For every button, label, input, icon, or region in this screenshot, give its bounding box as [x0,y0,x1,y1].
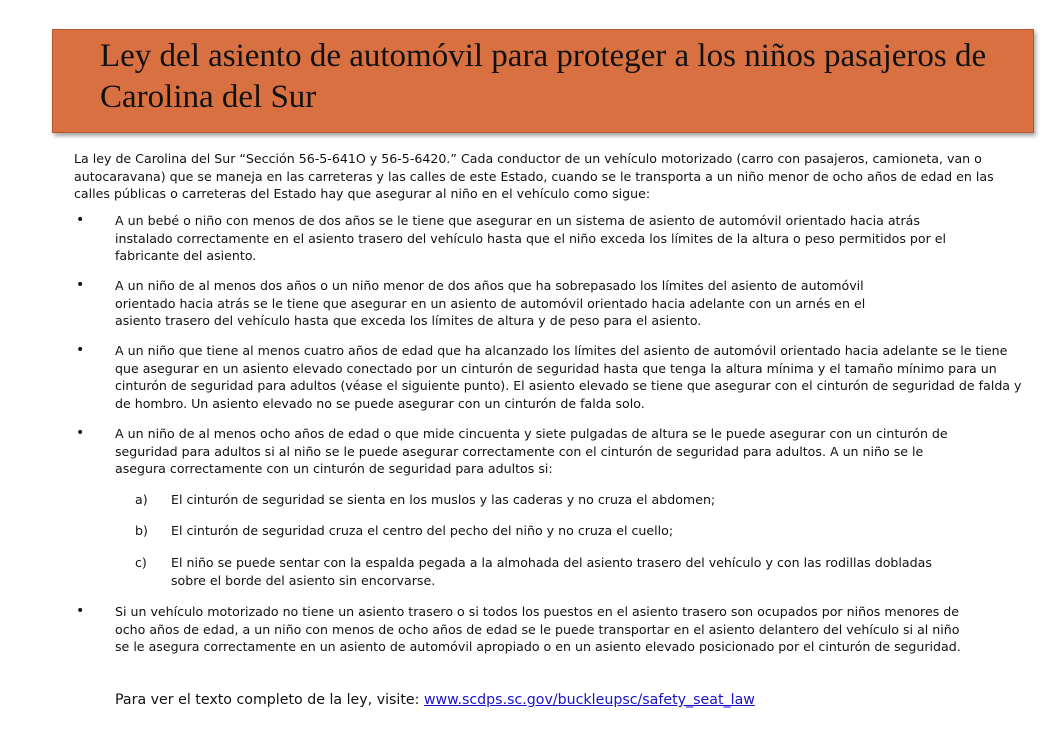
sub-item-label: c) [135,555,147,570]
intro-paragraph: La ley de Carolina del Sur “Sección 56-5-641O y 56-5-6420.” Cada conductor de un vehículo motorizado (carro con pasajeros, camioneta, van o autocaravana) que se maneja en las carreteras y las calles de este Estado, cuando se le transporta a un niño menor de ocho años de edad en las calles públicas o carreteras del Estado hay que asegurar al niño en el vehículo como sigue: [74,151,994,201]
bullet-text: A un bebé o niño con menos de dos años se le tiene que asegurar en un sistema de asiento de automóvil orientado hacia atrás instalado correctamente en el asiento trasero del vehículo hasta que el niño exceda los límites de la altura o peso permitidos por el fabricante del asiento. [115,213,947,263]
law-link[interactable]: www.scdps.sc.gov/buckleupsc/safety_seat_law [423,692,755,708]
title-banner [52,29,1034,133]
bullet-text: A un niño de al menos dos años o un niño menor de dos años que ha sobrepasado los límites del asiento de automóvil orientado hacia atrás se le tiene que asegurar en un asiento de automóvil orientado hacia adelante con un arnés en el asiento trasero del vehículo hasta que exceda los límites de altura y de peso para el asiento. [115,278,866,328]
sub-item-label: a) [135,492,148,507]
bullet-marker: • [76,425,85,441]
bullet-marker: • [76,212,85,228]
sub-item-text: El niño se puede sentar con la espalda pegada a la almohada del asiento trasero del vehículo y con las rodillas dobladas sobre el borde del asiento sin encorvarse. [171,555,932,588]
bullet-text: A un niño que tiene al menos cuatro años de edad que ha alcanzado los límites del asiento de automóvil orientado hacia adelante se le tiene que asegurar en un asiento elevado conectado por un cinturón de seguridad hasta que tenga la altura mínima y el tamaño mínimo para un cinturón de seguridad para adultos (véase el siguiente punto). El asiento elevado se tiene que asegurar con el cinturón de seguridad de falda y de hombro. Un asiento elevado no se puede asegurar con un cinturón de falda solo. [115,343,1022,411]
bullet-text: A un niño de al menos ocho años de edad o que mide cincuenta y siete pulgadas de altura se le puede asegurar con un cinturón de seguridad para adultos si al niño se le puede asegurar correctamente con el cinturón de seguridad para adultos. A un niño se le asegura correctamente con un cinturón de seguridad para adultos si: [115,426,948,476]
footer-line [115,690,755,710]
bullet-marker: • [76,342,85,358]
page-title: Ley del asiento de automóvil para proteger a los niños pasajeros de Carolina del Sur [100,38,987,115]
footer-text: Para ver el texto completo de la ley, visite: [115,692,424,708]
sub-item-label: b) [135,523,148,538]
sub-item-text: El cinturón de seguridad se sienta en los muslos y las caderas y no cruza el abdomen; [171,492,716,507]
bullet-marker: • [76,277,85,293]
bullet-text: Si un vehículo motorizado no tiene un asiento trasero o si todos los puestos en el asiento trasero son ocupados por niños menores de ocho años de edad, a un niño con menos de ocho años de edad se le puede transportar en el asiento delantero del vehículo si al niño se le asegura correctamente en un asiento de automóvil apropiado o en un asiento elevado posicionado por el cinturón de seguridad. [115,604,961,654]
sub-item-text: El cinturón de seguridad cruza el centro del pecho del niño y no cruza el cuello; [171,523,674,538]
bullet-marker: • [76,603,85,619]
